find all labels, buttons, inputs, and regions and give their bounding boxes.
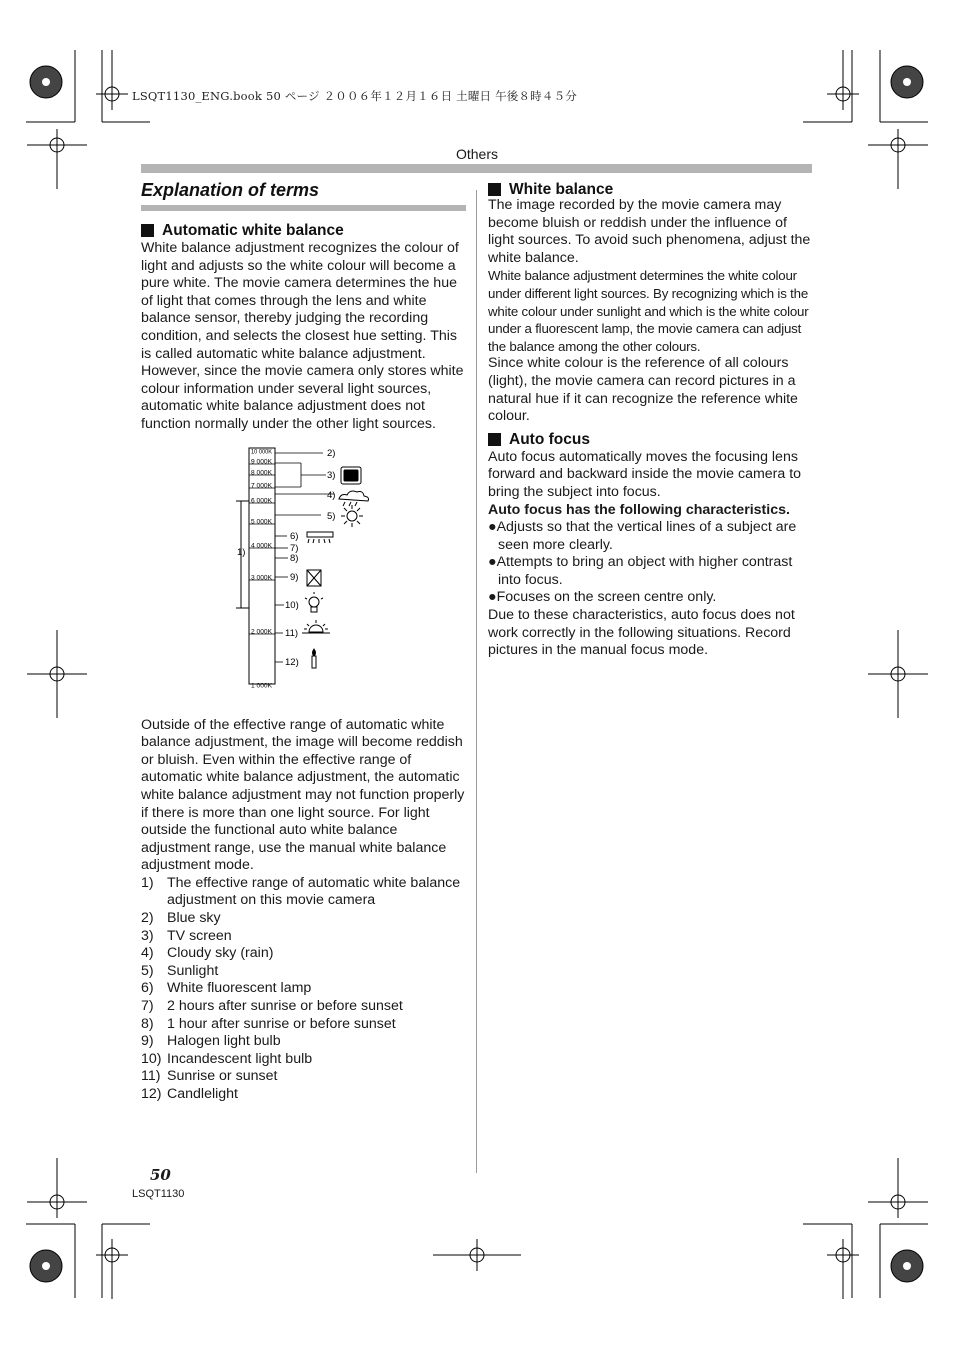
outside-range-paragraph: Outside of the effective range of automatic white balance adjustment, the image will become reddish or bluish. Even within the effective range of automatic white balance adjustment, the automatic white balance adjustment may not function properly if there is more than one light source. For light outside the functional auto white balance adjustment range, use the manual white balance adjustment mode. <box>141 716 465 874</box>
page-number: 50 <box>150 1166 171 1184</box>
term-text: Incandescent light bulb <box>167 1050 313 1067</box>
wb-paragraph-3: Since white colour is the reference of all colours (light), the movie camera can record pictures in a natural hue if it can recognize the reference white colour. <box>488 355 798 425</box>
term-item <box>141 963 466 981</box>
af-heading <box>488 430 813 449</box>
term-number: 12) <box>141 1086 162 1102</box>
title-rule <box>141 205 466 211</box>
term-text: The effective range of automatic white balance adjustment on this movie camera <box>167 874 461 909</box>
right-column <box>488 178 813 660</box>
term-text: Halogen light bulb <box>167 1033 281 1050</box>
callout-12: 12) <box>285 656 299 668</box>
callout-10: 10) <box>285 599 299 611</box>
term-item <box>141 945 466 963</box>
term-text: Sunlight <box>167 962 219 979</box>
awb-heading-text: Automatic white balance <box>162 222 344 239</box>
term-number: 2) <box>141 910 154 927</box>
scale-label: 4 000K <box>251 542 273 550</box>
color-temperature-chart <box>141 444 466 709</box>
af-characteristics-heading: Auto focus has the following characteristics. <box>488 501 790 518</box>
header-bar <box>141 164 812 173</box>
term-text: Candlelight <box>167 1086 238 1102</box>
scale-label: 10 000K <box>251 448 273 456</box>
term-number: 1) <box>141 874 154 891</box>
square-bullet-icon <box>488 183 501 196</box>
scale-label: 8 000K <box>251 469 273 477</box>
square-bullet-icon <box>141 224 154 237</box>
terms-list <box>141 875 466 1104</box>
term-number: 4) <box>141 945 154 962</box>
af-heading-text: Auto focus <box>509 430 590 448</box>
term-number: 11) <box>141 1068 161 1085</box>
scale-label: 5 000K <box>251 518 273 526</box>
callout-7: 7) <box>290 542 299 554</box>
left-column <box>141 178 466 1104</box>
af-paragraph-2: Due to these characteristics, auto focus does not work correctly in the following situations. Record pictures in the manual focus mode. <box>488 607 795 659</box>
scale-label: 1 000K <box>251 682 273 690</box>
term-item <box>141 980 466 998</box>
color-temperature-diagram <box>141 444 466 709</box>
term-text: White fluorescent lamp <box>167 980 312 997</box>
cloudy-sky-icon <box>339 491 369 506</box>
awb-paragraph: White balance adjustment recognizes the colour of light and adjusts so the white colour will become a pure white. The movie camera determines the hue of light that comes through the lens and white balance sensor, thereby judging the recording condition, and selects the closest hue setting. This is called automatic white balance adjustment. However, since the movie camera only stores white colour information under several light sources, automatic white balance adjustment does not function normally under the other light sources. <box>141 240 464 432</box>
print-file-info: LSQT1130_ENG.book 50 ページ ２００６年１２月１６日 土曜日 午後８時４５分 <box>132 89 577 103</box>
term-item <box>141 1033 466 1051</box>
term-item <box>141 1068 466 1086</box>
callout-9: 9) <box>290 571 299 583</box>
term-text: 2 hours after sunrise or before sunset <box>167 998 403 1015</box>
term-text: Cloudy sky (rain) <box>167 945 274 962</box>
callout-8: 8) <box>290 552 299 564</box>
candle-icon <box>312 649 316 668</box>
af-paragraph: Auto focus automatically moves the focusing lens forward and backward inside the movie camera to bring the subject into focus. <box>488 448 802 500</box>
page-title: Explanation of terms <box>141 180 320 200</box>
incandescent-bulb-icon <box>305 592 323 612</box>
awb-heading <box>141 221 466 240</box>
callout-6: 6) <box>290 530 299 542</box>
wb-paragraph-2: White balance adjustment determines the white colour under different light sources. By recognizing which is the white colour under sunlight and which is the white colour under a fluorescent lamp, the movie camera can adjust the balance among the other colours. <box>488 268 809 354</box>
wb-heading-text: White balance <box>509 181 614 198</box>
section-title: Others <box>455 146 498 162</box>
scale-label: 3 000K <box>251 574 273 582</box>
callout-3: 3) <box>327 469 336 481</box>
scale-label: 7 000K <box>251 482 273 490</box>
column-divider <box>476 190 477 1173</box>
term-text: 1 hour after sunrise or before sunset <box>167 1015 396 1032</box>
term-item <box>141 910 466 928</box>
sunlight-icon <box>341 505 363 527</box>
af-bullet-3: ●Focuses on the screen centre only. <box>488 589 717 606</box>
term-item <box>141 1086 466 1104</box>
term-item <box>141 875 466 910</box>
term-number: 9) <box>141 1033 154 1050</box>
callout-2: 2) <box>327 447 336 459</box>
square-bullet-icon <box>488 433 501 446</box>
af-bullet-2: ●Attempts to bring an object with higher contrast into focus. <box>488 554 793 588</box>
term-number: 10) <box>141 1050 162 1067</box>
term-number: 6) <box>141 980 154 997</box>
model-code: LSQT1130 <box>132 1188 185 1200</box>
wb-paragraph-1: The image recorded by the movie camera may become bluish or reddish under the influence of light sources. To avoid such phenomena, adjust the white balance. <box>488 197 811 266</box>
term-text: TV screen <box>167 927 232 944</box>
term-item <box>141 1016 466 1034</box>
term-text: Sunrise or sunset <box>167 1068 278 1085</box>
scale-label: 9 000K <box>251 458 273 466</box>
term-number: 3) <box>141 927 154 944</box>
callout-11: 11) <box>285 627 299 639</box>
sunrise-sunset-icon <box>302 620 330 633</box>
term-number: 7) <box>141 998 154 1015</box>
term-text: Blue sky <box>167 910 221 927</box>
term-item <box>141 1051 466 1069</box>
scale-label: 2 000K <box>251 628 273 636</box>
scale-label: 6 000K <box>251 497 273 505</box>
callout-4: 4) <box>327 489 336 501</box>
callout-5: 5) <box>327 510 336 522</box>
term-number: 5) <box>141 962 154 979</box>
term-item <box>141 998 466 1016</box>
term-item <box>141 928 466 946</box>
tv-screen-icon <box>341 467 361 484</box>
af-bullet-1: ●Adjusts so that the vertical lines of a subject are seen more clearly. <box>488 519 797 553</box>
halogen-bulb-icon <box>307 570 321 586</box>
fluorescent-lamp-icon <box>307 532 333 543</box>
term-number: 8) <box>141 1015 154 1032</box>
callout-1: 1) <box>237 546 246 558</box>
